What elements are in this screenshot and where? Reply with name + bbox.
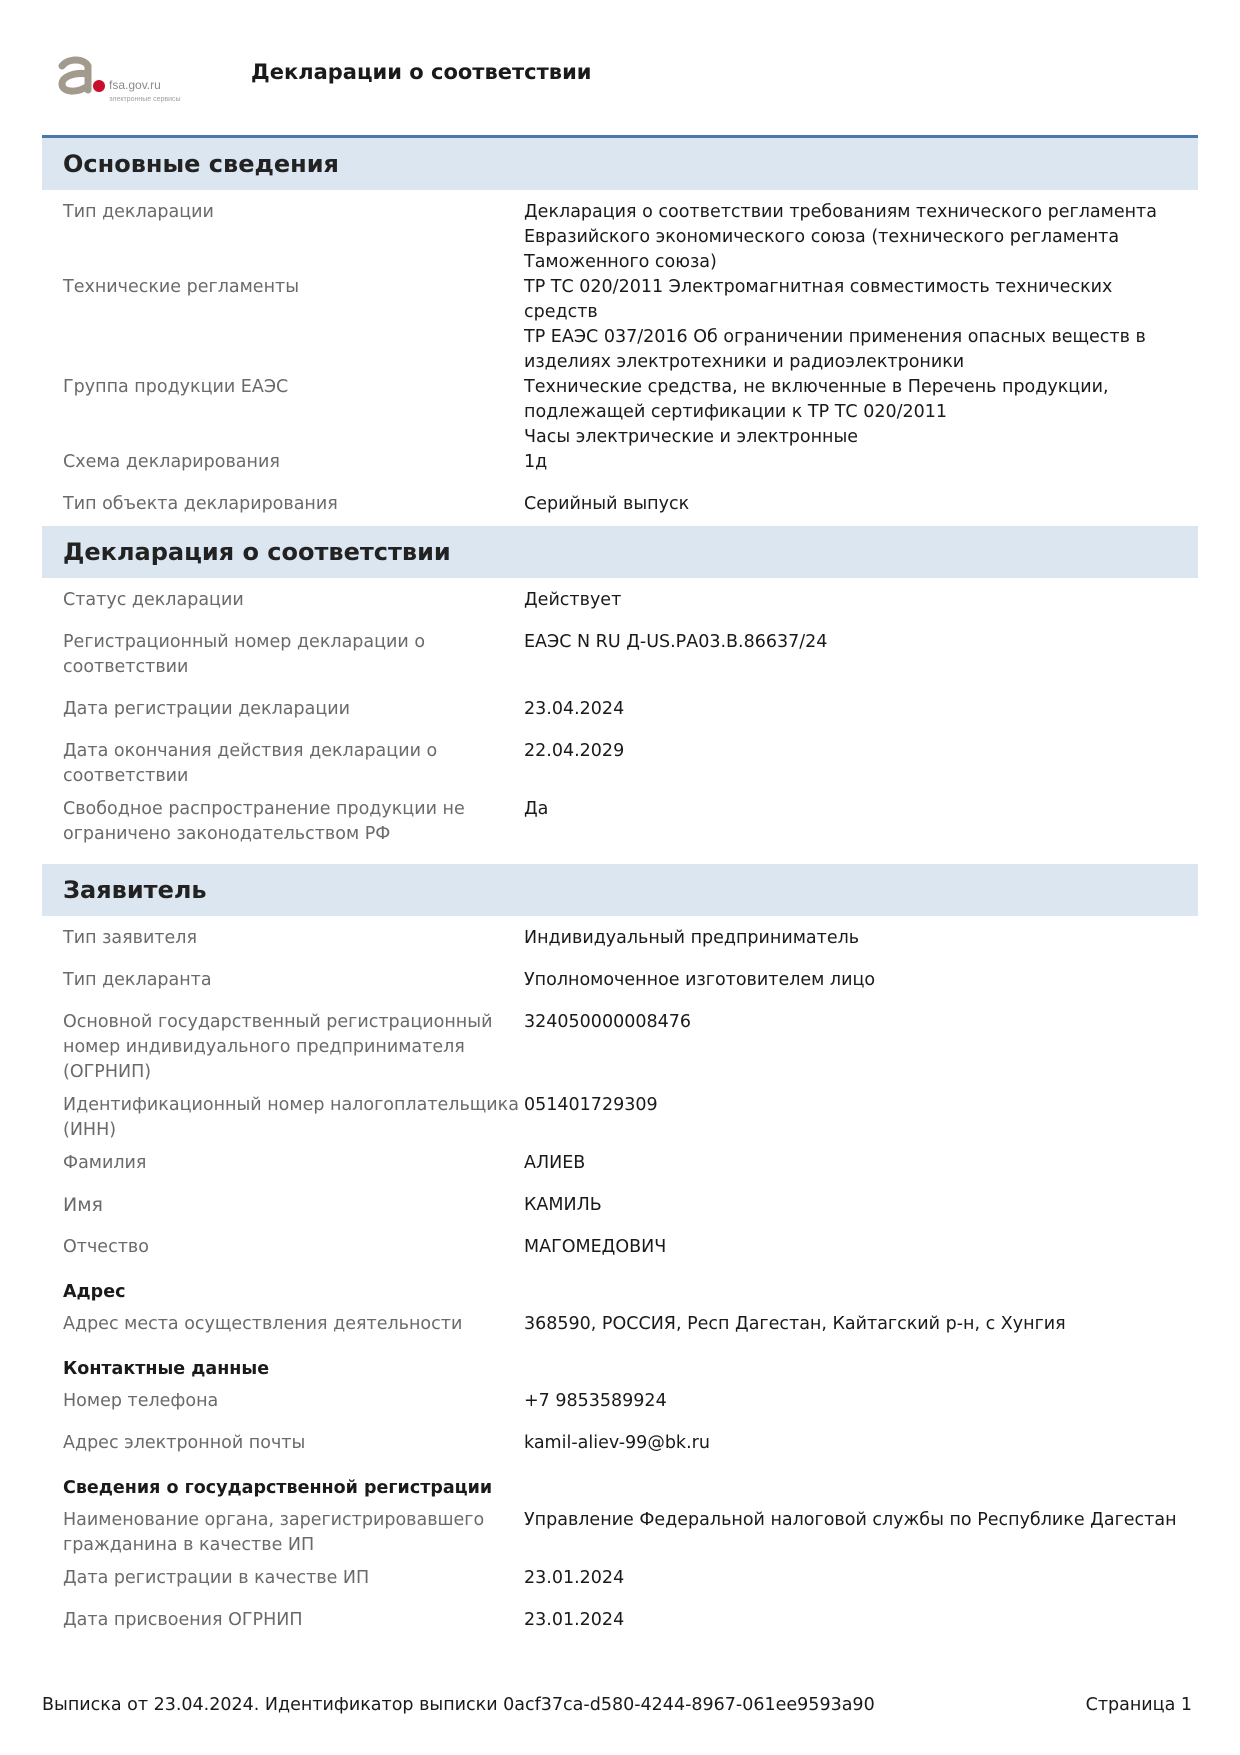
section-header-basic: Основные сведения <box>42 138 1198 190</box>
subsection-title-contacts: Контактные данные <box>63 1359 270 1379</box>
field-label: Статус декларации <box>63 590 244 610</box>
row-expiry-date <box>42 739 1198 789</box>
field-value: Уполномоченное изготовителем лицо <box>524 970 876 990</box>
field-label: Технические регламенты <box>63 277 300 297</box>
row-reg-authority <box>42 1508 1198 1558</box>
field-label: Дата регистрации декларации <box>63 699 351 719</box>
field-label: Свободное распространение продукции не ограничено законодательством РФ <box>63 799 465 844</box>
field-value: Индивидуальный предприниматель <box>524 928 860 948</box>
field-label: Отчество <box>63 1237 149 1257</box>
logo-subtext: электронные сервисы <box>109 96 181 103</box>
field-label: Наименование органа, зарегистрировавшего гражданина в качестве ИП <box>63 1510 485 1555</box>
field-label: Идентификационный номер налогоплательщика (ИНН) <box>63 1095 519 1140</box>
field-value: 23.04.2024 <box>524 699 625 719</box>
row-activity-address <box>42 1312 1198 1337</box>
field-label: Дата присвоения ОГРНИП <box>63 1610 303 1630</box>
field-label: Адрес места осуществления деятельности <box>63 1314 463 1334</box>
field-value: 051401729309 <box>524 1095 658 1115</box>
row-ogrnip-date <box>42 1608 1198 1633</box>
row-declaration-type <box>42 200 1198 275</box>
row-object-type <box>42 492 1198 517</box>
status-value: Действует <box>524 590 622 610</box>
row-ip-reg-date <box>42 1566 1198 1591</box>
field-label: Тип объекта декларирования <box>63 494 338 514</box>
extract-info: Выписка от 23.04.2024. Идентификатор выписки 0acf37ca-d580-4244-8967-061ee9593a90 <box>42 1695 875 1715</box>
subsection-title-address: Адрес <box>63 1282 126 1302</box>
row-surname <box>42 1151 1198 1176</box>
field-value: 22.04.2029 <box>524 741 625 761</box>
section-header-declaration: Декларация о соответствии <box>42 526 1198 578</box>
row-product-group <box>42 375 1198 450</box>
row-declarant-type <box>42 968 1198 993</box>
field-value: ЕАЭС N RU Д-US.РА03.В.86637/24 <box>524 632 828 652</box>
field-label: Тип декларанта <box>63 970 212 990</box>
field-label: Основной государственный регистрационный номер индивидуального предпринимателя (ОГРНИП) <box>63 1012 493 1082</box>
field-value: 1д <box>524 452 548 472</box>
field-label: Группа продукции ЕАЭС <box>63 377 289 397</box>
field-value: Серийный выпуск <box>524 494 690 514</box>
page-title: Декларации о соответствии <box>251 60 592 84</box>
page-number: Страница 1 <box>1085 1695 1192 1715</box>
field-value: Технические средства, не включенные в Перечень продукции, подлежащей сертификации к ТР ТС 020/2011 Часы электрические и электронные <box>524 377 1109 447</box>
field-value: КАМИЛЬ <box>524 1195 602 1215</box>
field-label: Регистрационный номер декларации о соответствии <box>63 632 426 677</box>
field-label: Фамилия <box>63 1153 147 1173</box>
field-value: МАГОМЕДОВИЧ <box>524 1237 667 1257</box>
field-value: ТР ТС 020/2011 Электромагнитная совместимость технических средств ТР ЕАЭС 037/2016 Об ограничении применения опасных веществ в изделиях электротехники и радиоэлектроники <box>524 277 1146 372</box>
row-email <box>42 1431 1198 1456</box>
field-label: Тип декларации <box>63 202 214 222</box>
fsa-logo-icon <box>58 56 208 110</box>
page-footer <box>42 1695 1192 1715</box>
field-value: Декларация о соответствии требованиям технического регламента Евразийского экономического союза (технического регламента Таможенного союза) <box>524 202 1157 272</box>
row-phone <box>42 1389 1198 1414</box>
row-patronymic <box>42 1235 1198 1260</box>
section-applicant-rows <box>42 916 1198 1642</box>
field-value: 368590, РОССИЯ, Респ Дагестан, Кайтагский р-н, с Хунгия <box>524 1314 1066 1334</box>
field-label: Дата окончания действия декларации о соответствии <box>63 741 438 786</box>
logo-text: fsa.gov.ru <box>109 78 161 92</box>
field-label: Адрес электронной почты <box>63 1433 306 1453</box>
field-value: 23.01.2024 <box>524 1610 625 1630</box>
row-status <box>42 588 1198 613</box>
section-declaration-rows <box>42 578 1198 864</box>
page-header <box>0 0 1240 130</box>
row-free-distribution <box>42 797 1198 847</box>
row-reg-date <box>42 697 1198 722</box>
field-value: Да <box>524 799 549 819</box>
field-label: Тип заявителя <box>63 928 197 948</box>
field-value: +7 9853589924 <box>524 1391 667 1411</box>
row-reg-number <box>42 630 1198 680</box>
row-first-name <box>42 1193 1198 1218</box>
section-basic-rows <box>42 190 1198 526</box>
field-value: 23.01.2024 <box>524 1568 625 1588</box>
field-value: Управление Федеральной налоговой службы по Республике Дагестан <box>524 1510 1177 1530</box>
section-header-applicant: Заявитель <box>42 864 1198 916</box>
field-value: 324050000008476 <box>524 1012 692 1032</box>
field-label: Имя <box>63 1194 103 1216</box>
field-label: Дата регистрации в качестве ИП <box>63 1568 370 1588</box>
row-tech-regulations <box>42 275 1198 375</box>
subsection-title-registration: Сведения о государственной регистрации <box>63 1478 493 1498</box>
field-value: kamil-aliev-99@bk.ru <box>524 1433 710 1453</box>
row-ogrnip <box>42 1010 1198 1085</box>
row-applicant-type <box>42 926 1198 951</box>
row-declaration-scheme <box>42 450 1198 475</box>
row-inn <box>42 1093 1198 1143</box>
field-label: Номер телефона <box>63 1391 219 1411</box>
field-value: АЛИЕВ <box>524 1153 586 1173</box>
document-content <box>42 138 1198 1642</box>
field-label: Схема декларирования <box>63 452 280 472</box>
